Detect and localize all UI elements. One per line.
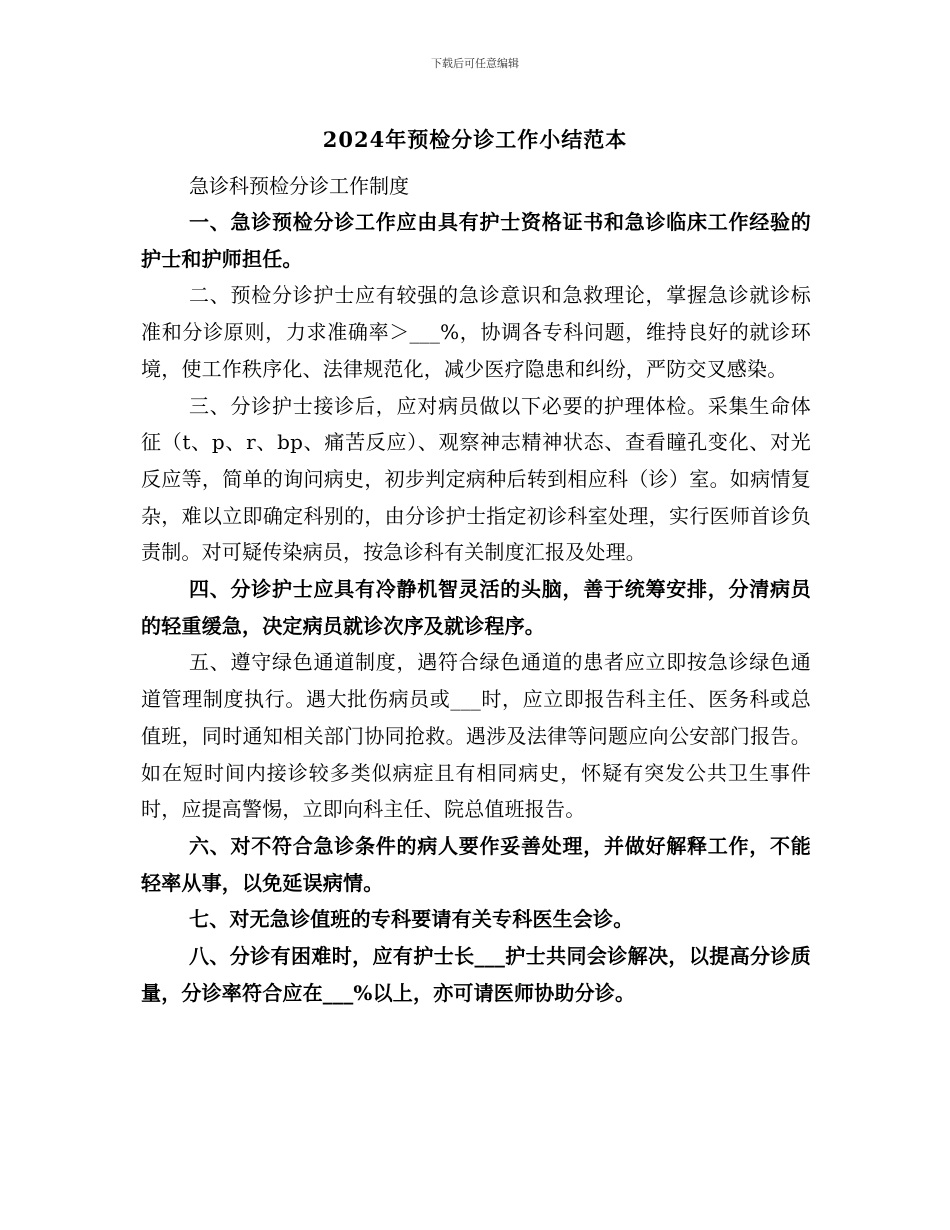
paragraph-7: 七、对无急诊值班的专科要请有关专科医生会诊。 — [189, 907, 634, 932]
document-body — [141, 168, 811, 1011]
paragraph-2: 二、预检分诊护士应有较强的急诊意识和急救理论，掌握急诊就诊标准和分诊原则，力求准确率＞___%，协调各专科问题，维持良好的就诊环境，使工作秩序化、法律规范化，减少医疗隐患和纠纷，严防交叉感染。 — [141, 283, 811, 381]
section-subhead: 急诊科预检分诊工作制度 — [189, 174, 409, 198]
paragraph-4: 四、分诊护士应具有冷静机智灵活的头脑，善于统筹安排，分清病员的轻重缓急，决定病员就诊次序及就诊程序。 — [141, 577, 811, 638]
paragraph-8: 八、分诊有困难时，应有护士长___护士共同会诊解决，以提高分诊质量，分诊率符合应在___%以上，亦可请医师协助分诊。 — [141, 944, 811, 1005]
document-title: 2024年预检分诊工作小结范本 — [322, 127, 628, 152]
paragraph-6: 六、对不符合急诊条件的病人要作妥善处理，并做好解释工作，不能轻率从事，以免延误病情。 — [141, 833, 811, 895]
paragraph-3: 三、分诊护士接诊后，应对病员做以下必要的护理体检。采集生命体征（t、p、r、bp、痛苦反应）、观察神志精神状态、查看瞳孔变化、对光反应等，简单的询问病史，初步判定病种后转到相应科（诊）室。如病情复杂，难以立即确定科别的，由分诊护士指定初诊科室处理，实行医师首诊负责制。对可疑传染病员，按急诊科有关制度汇报及处理。 — [141, 393, 811, 565]
paragraph-1: 一、急诊预检分诊工作应由具有护士资格证书和急诊临床工作经验的护士和护师担任。 — [141, 210, 811, 271]
header-note: 下载后可任意编辑 — [431, 57, 519, 70]
paragraph-5: 五、遵守绿色通道制度，遇符合绿色通道的患者应立即按急诊绿色通道管理制度执行。遇大批伤病员或___时，应立即报告科主任、医务科或总值班，同时通知相关部门协同抢救。遇涉及法律等问题应向公安部门报告。如在短时间内接诊较多类似病症且有相同病史，怀疑有突发公共卫生事件时，应提高警惕，立即向科主任、院总值班报告。 — [141, 650, 811, 822]
